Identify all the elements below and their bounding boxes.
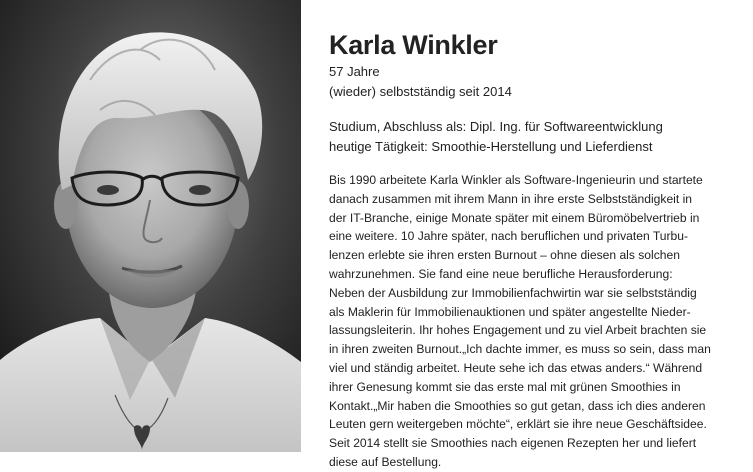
bio-line: als Maklerin für Immobilienauktionen und später angestellte Nieder- xyxy=(329,304,691,319)
current-activity: heutige Tätigkeit: Smoothie-Herstellung und Lieferdienst xyxy=(329,139,653,154)
bio-line: danach zusammen mit ihrem Mann in ihre erste Selbstständigkeit in xyxy=(329,191,692,206)
portrait-photo xyxy=(0,0,301,452)
bio-line: lenzen erlebte sie ihren ersten Burnout – ohne diesen als solchen xyxy=(329,248,680,263)
bio-line: der IT-Branche, einige Monate später mit einem Büromöbelvertrieb in xyxy=(329,210,700,225)
bio-line: Bis 1990 arbeitete Karla Winkler als Software-Ingenieurin und startete xyxy=(329,173,703,187)
bio-line: Seit 2014 stellt sie Smoothies nach eigenen Rezepten her und liefert xyxy=(329,436,697,451)
bio-line: wahrzunehmen. Sie fand eine neue berufliche Herausforderung: xyxy=(329,266,673,281)
person-meta xyxy=(329,62,727,102)
bio-line: Neben der Ausbildung zur Immobilienfachwirtin war sie selbstständig xyxy=(329,285,697,300)
bio-line: ihrer Genesung kommt sie das erste mal mit grünen Smoothies in xyxy=(329,379,681,394)
bio-line: Kontakt.„Mir haben die Smoothies so gut getan, dass ich dies anderen xyxy=(329,398,706,413)
biography xyxy=(329,171,727,472)
profile-text xyxy=(329,28,727,472)
bio-line: in ihren zweiten Burnout.„Ich dachte immer, es muss so sein, dass man xyxy=(329,342,711,357)
portrait-illustration xyxy=(0,0,301,452)
bio-line: eine weitere. 10 Jahre später, nach beruflichen und privaten Turbu- xyxy=(329,229,689,244)
person-age: 57 Jahre xyxy=(329,64,380,79)
bio-line: diese auf Bestellung. xyxy=(329,454,442,469)
self-employed-since: (wieder) selbstständig seit 2014 xyxy=(329,84,512,99)
study-degree: Studium, Abschluss als: Dipl. Ing. für Softwareentwicklung xyxy=(329,119,663,134)
person-name: Karla Winkler xyxy=(329,30,498,60)
bio-line: lassungsleiterin. Ihr hohes Engagement und zu viel Arbeit brachten sie xyxy=(329,323,707,338)
bio-line: viel und ständig arbeitet. Heute sehe ich das etwas anders.“ Während xyxy=(329,360,703,375)
bio-line: Leuten gern weitergeben möchte“, erklärt sie ihre neue Geschäftsidee. xyxy=(329,417,707,432)
career-info xyxy=(329,117,727,157)
